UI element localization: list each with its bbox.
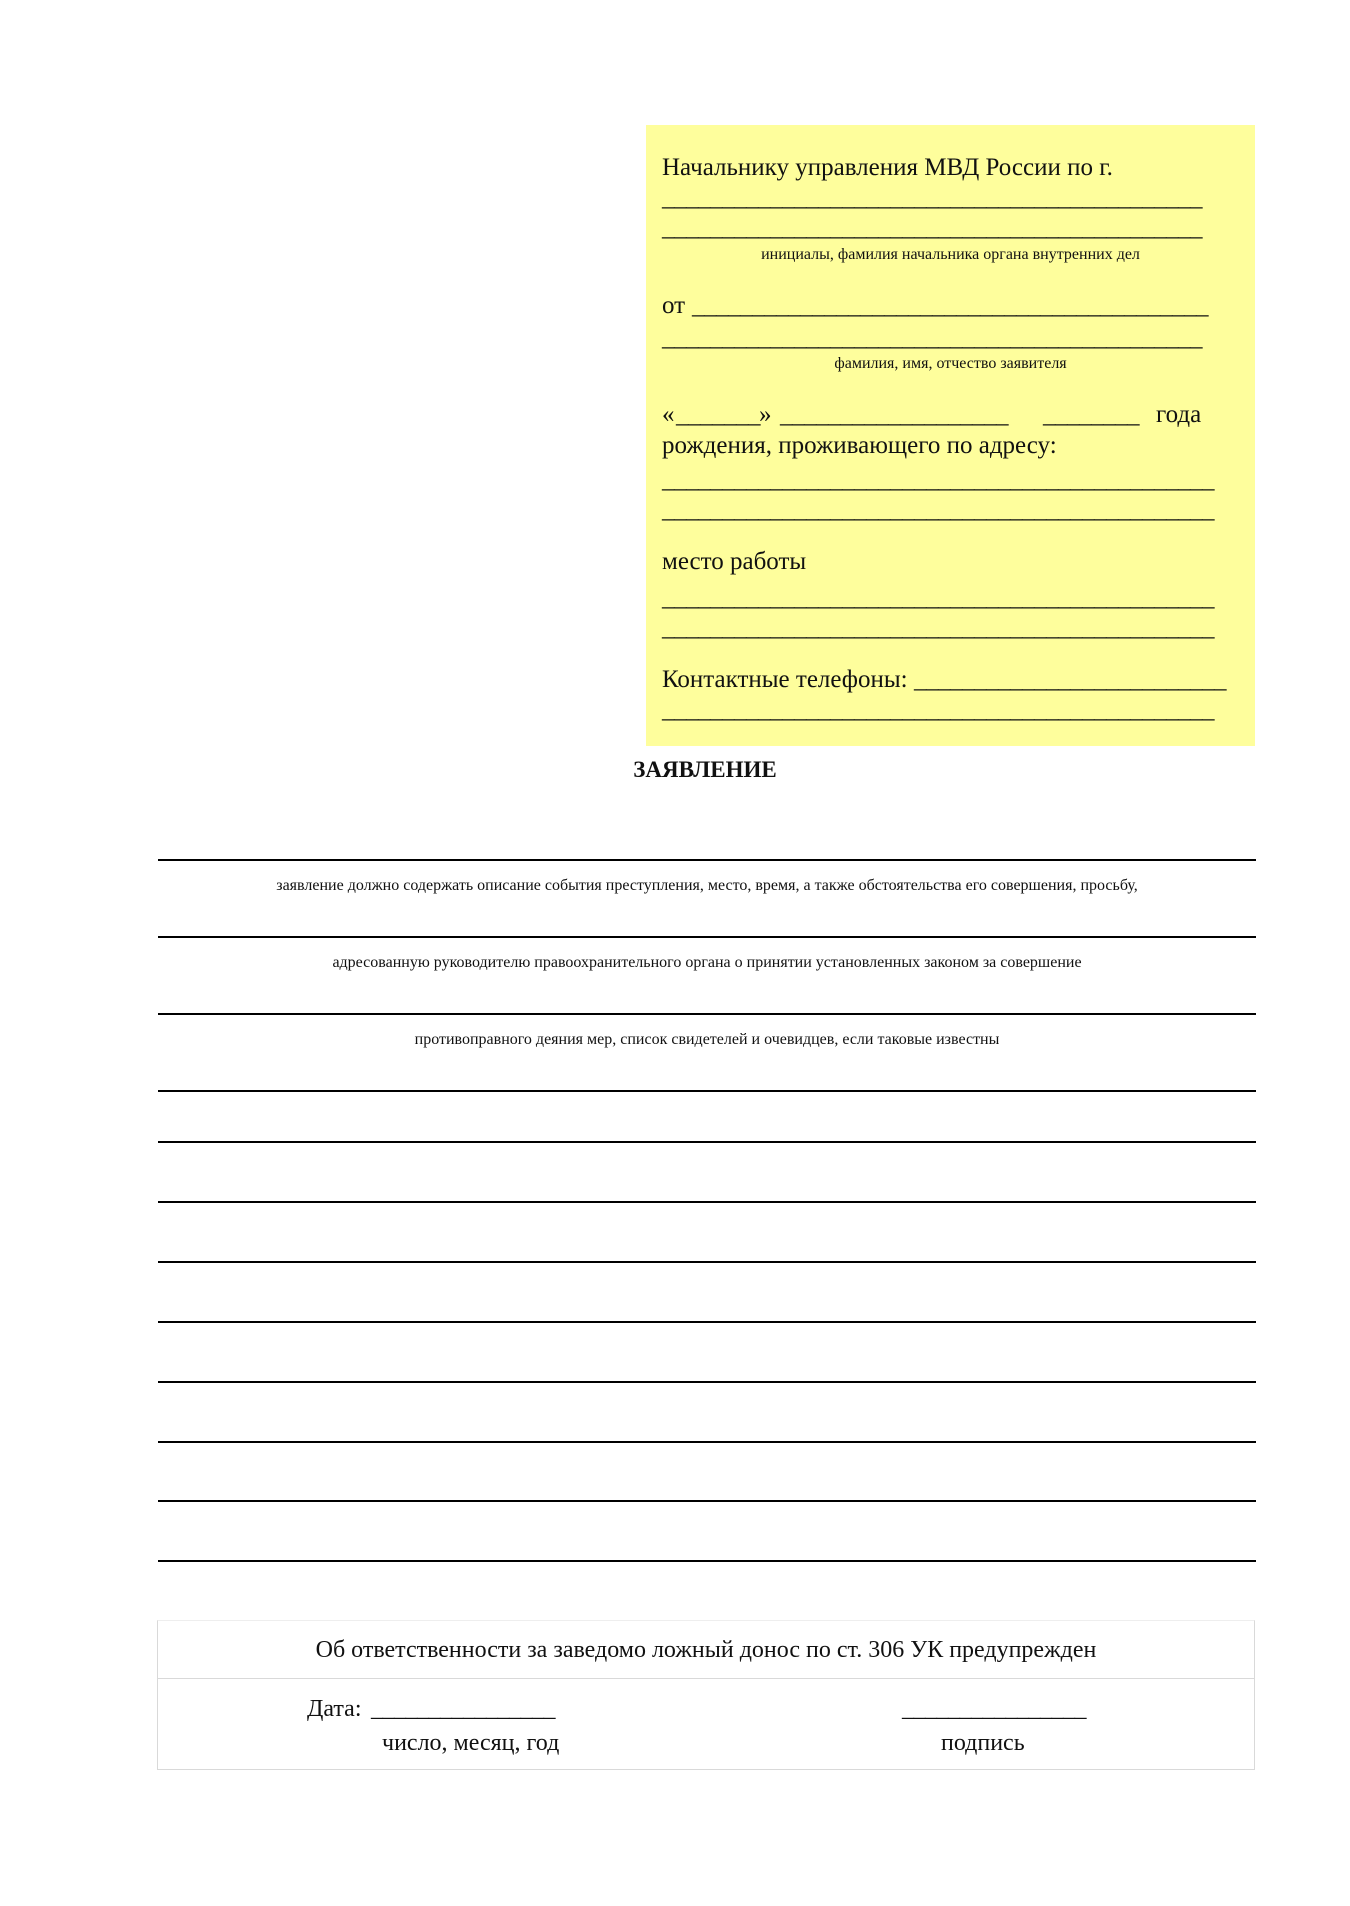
statement-line-8[interactable]	[158, 1321, 1256, 1323]
from-field[interactable]: ___________________________________________	[692, 292, 1208, 319]
date-label: Дата:	[307, 1696, 362, 1722]
work-field-2[interactable]: ______________________________________________	[662, 614, 1214, 641]
date-caption: число, месяц, год	[382, 1730, 560, 1756]
addressee-field-2[interactable]: _____________________________________________	[662, 214, 1202, 241]
statement-line-2[interactable]	[158, 936, 1256, 938]
addressee-block	[646, 125, 1255, 746]
liability-warning: Об ответственности за заведомо ложный донос по ст. 306 УК предупрежден	[315, 1637, 1097, 1663]
birth-year-label: года	[1156, 401, 1202, 428]
statement-line-1[interactable]	[158, 859, 1256, 861]
liability-warning-table	[157, 1620, 1255, 1770]
statement-line-4[interactable]	[158, 1090, 1256, 1092]
birth-month-field[interactable]: ___________________	[780, 401, 1008, 428]
date-field[interactable]: ________________	[371, 1696, 555, 1722]
statement-line-11[interactable]	[158, 1500, 1256, 1502]
statement-line-9[interactable]	[158, 1381, 1256, 1383]
statement-line-12[interactable]	[158, 1560, 1256, 1562]
residence-label: рождения, проживающего по адресу:	[662, 432, 1057, 459]
birth-day-field[interactable]: _______	[676, 401, 760, 428]
instruction-text-2: адресованную руководителю правоохранительного органа о принятии установленных законом за совершение	[332, 954, 1082, 971]
from-label: от	[662, 292, 686, 319]
phones-field-1[interactable]: __________________________	[914, 666, 1226, 693]
instruction-text-3: противоправного деяния мер, список свидетелей и очевидцев, если таковые известны	[414, 1031, 1000, 1048]
statement-line-5[interactable]	[158, 1141, 1256, 1143]
birth-close-quote: »	[759, 401, 772, 428]
from-field-2[interactable]: _____________________________________________	[662, 324, 1202, 351]
statement-title: ЗАЯВЛЕНИЕ	[633, 757, 777, 782]
instruction-text-1: заявление должно содержать описание события преступления, место, время, а также обстоятельства его совершения, просьбу,	[276, 877, 1138, 894]
phones-label: Контактные телефоны:	[662, 666, 908, 693]
table-divider	[158, 1678, 1254, 1679]
addressee-field-1[interactable]: _____________________________________________	[662, 184, 1202, 211]
phones-field-2[interactable]: ______________________________________________	[662, 696, 1214, 723]
birth-open-quote: «	[662, 401, 675, 428]
addressee-caption: инициалы, фамилия начальника органа внутренних дел	[761, 246, 1140, 263]
statement-line-6[interactable]	[158, 1201, 1256, 1203]
statement-line-3[interactable]	[158, 1013, 1256, 1015]
work-field-1[interactable]: ______________________________________________	[662, 584, 1214, 611]
statement-line-7[interactable]	[158, 1261, 1256, 1263]
from-caption: фамилия, имя, отчество заявителя	[834, 355, 1067, 372]
work-label: место работы	[662, 548, 807, 575]
birth-year-field[interactable]: ________	[1043, 401, 1139, 428]
signature-field[interactable]: ________________	[902, 1696, 1086, 1722]
address-field-2[interactable]: ______________________________________________	[662, 496, 1214, 523]
statement-line-10[interactable]	[158, 1441, 1256, 1443]
signature-caption: подпись	[941, 1730, 1025, 1756]
addressee-text: Начальнику управления МВД России по г.	[662, 154, 1113, 181]
address-field-1[interactable]: ______________________________________________	[662, 466, 1214, 493]
